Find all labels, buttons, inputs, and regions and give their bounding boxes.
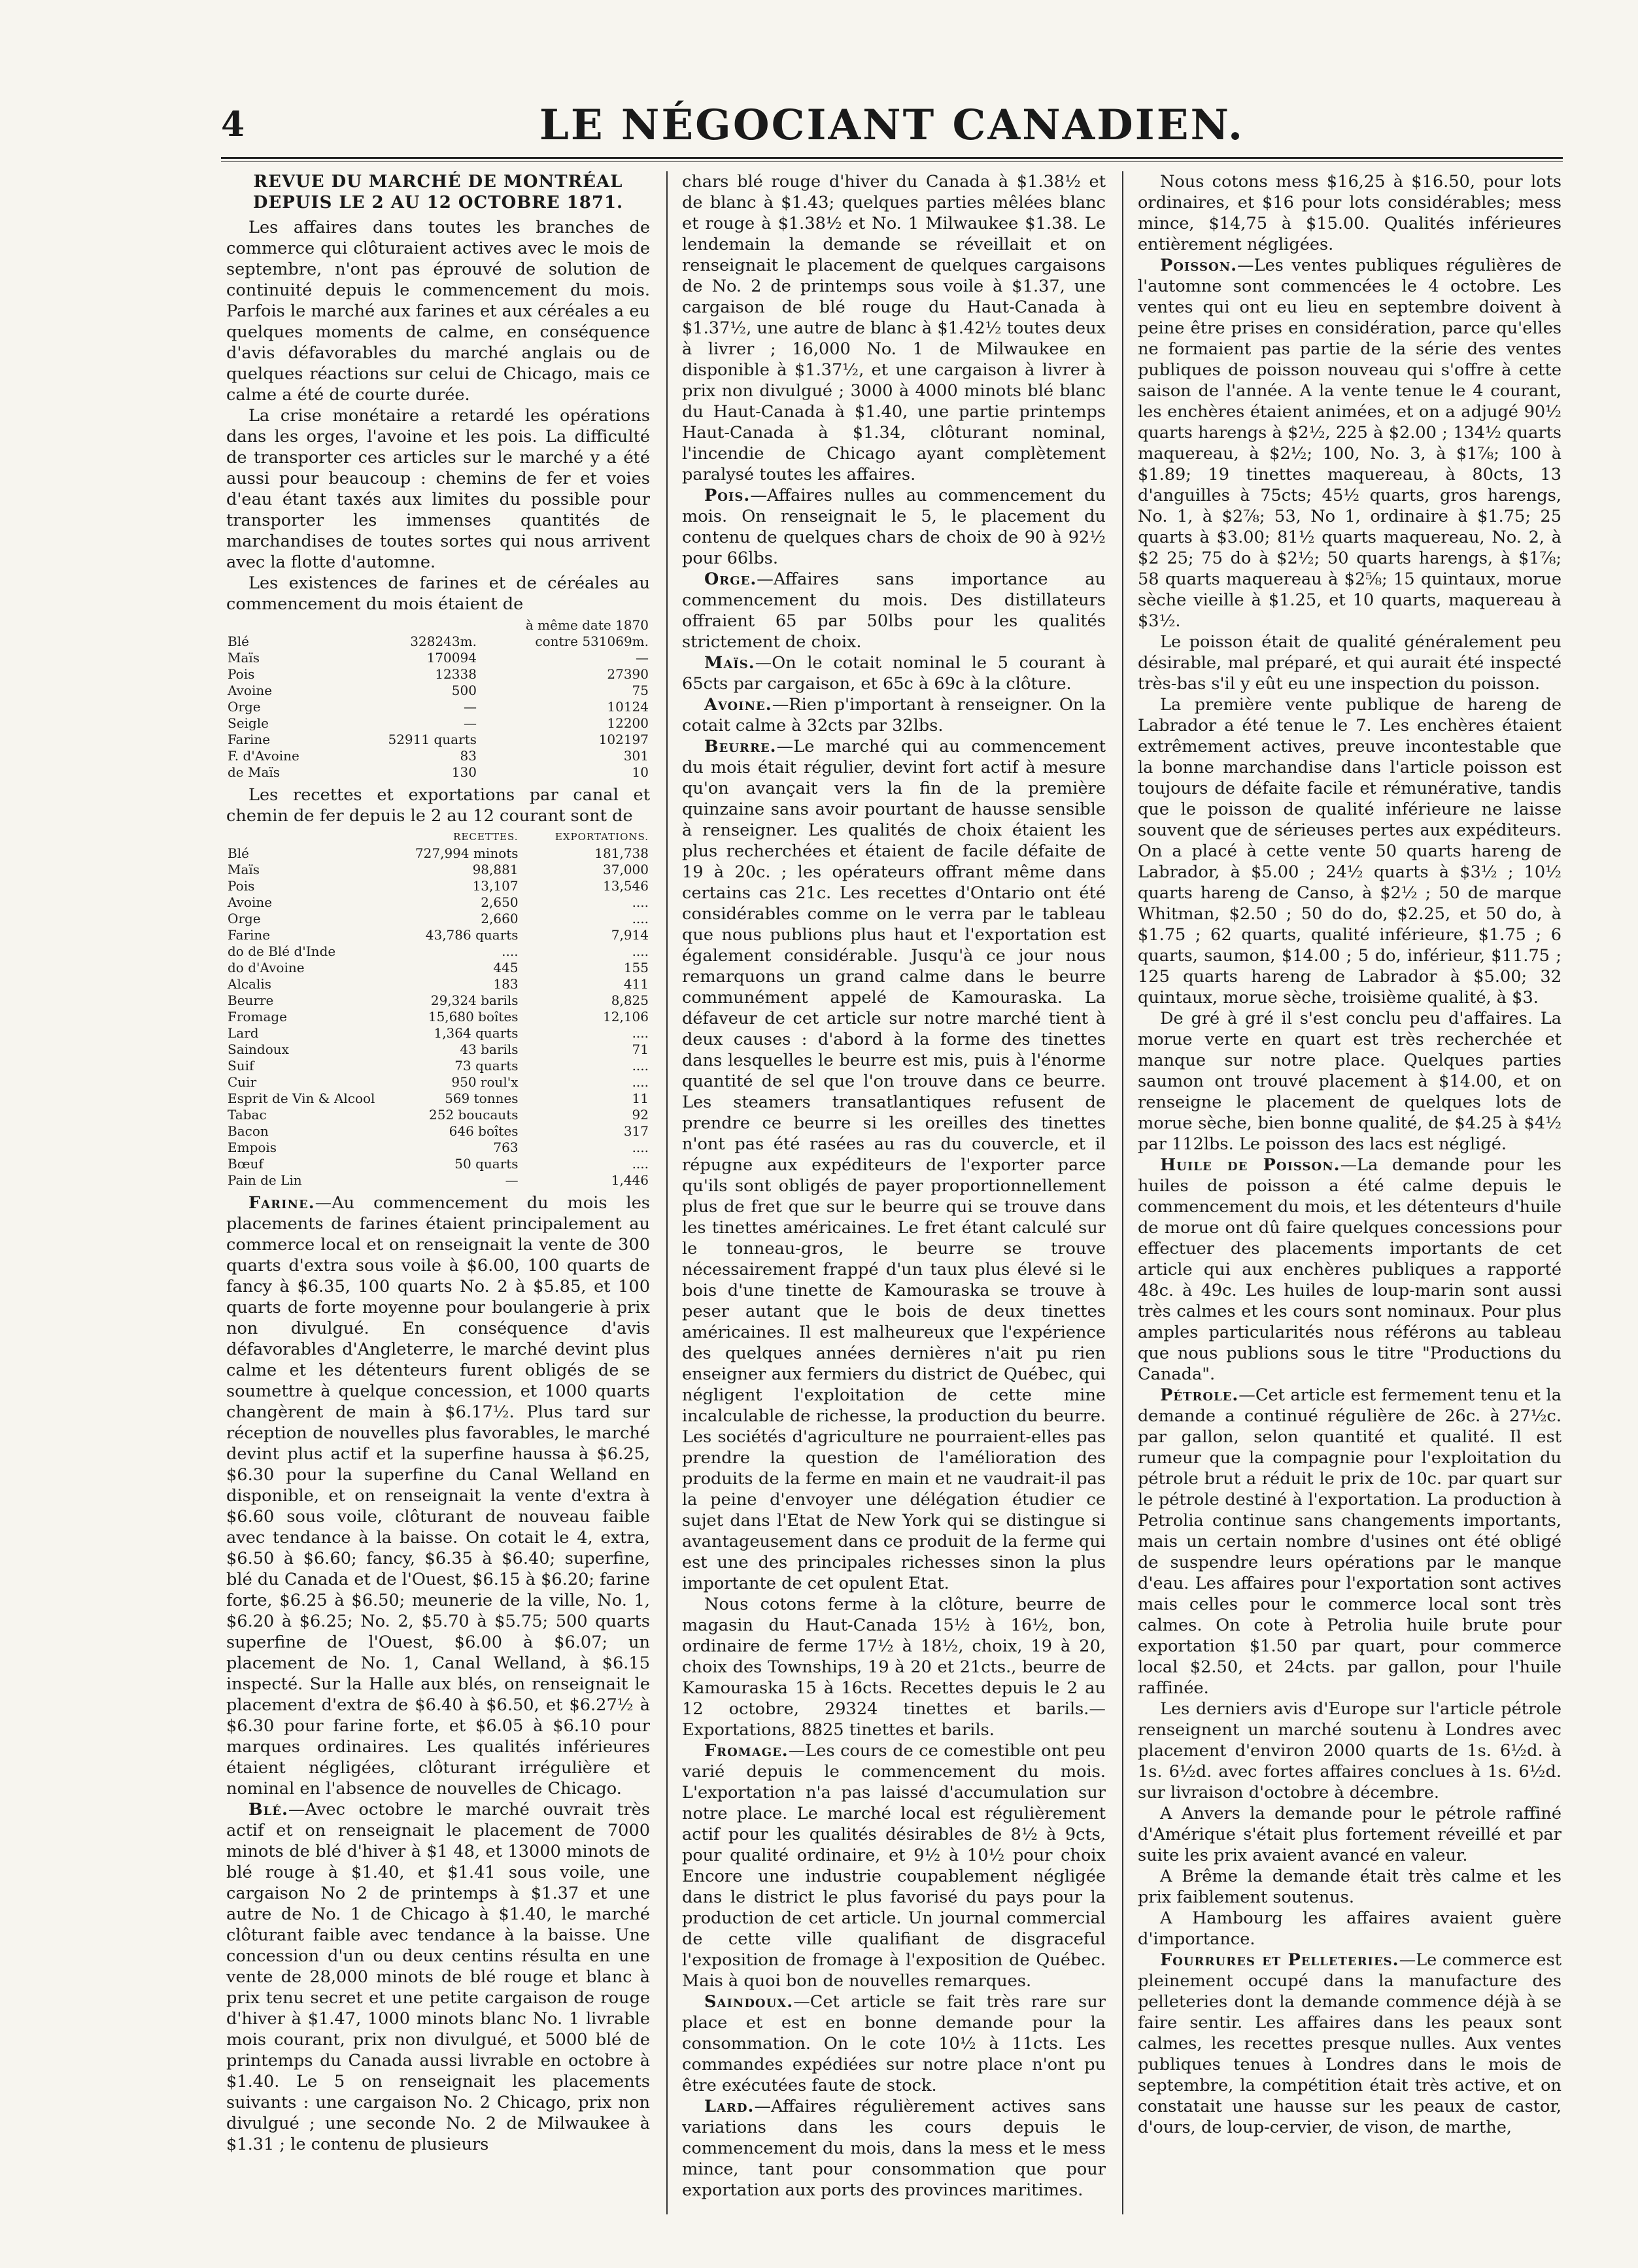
receipt-exportations: 12,106	[603, 1009, 649, 1024]
receipt-item: Avoine	[228, 894, 273, 910]
section-text: —Affaires nulles au commencement du mois. On renseignait le 5, le placement du contenu de quelques chars de choix de 90 à 92½ pour 66lbs.	[682, 486, 1106, 568]
stock-qty: 83	[460, 748, 477, 764]
article-title: REVUE DU MARCHÉ DE MONTRÉAL DEPUIS LE 2 AU 12 OCTOBRE 1871.	[252, 172, 624, 212]
receipt-recettes: 252 boucauts	[429, 1107, 519, 1123]
receipt-recettes: 98,881	[472, 862, 519, 877]
receipt-recettes: 2,650	[481, 894, 519, 910]
receipt-recettes: 29,324 barils	[430, 992, 519, 1008]
receipt-item: do d'Avoine	[228, 960, 305, 975]
receipt-item: Blé	[228, 845, 249, 861]
receipt-recettes: 445	[493, 960, 519, 975]
receipts-row	[226, 1172, 650, 1189]
section-poisson	[1138, 255, 1561, 632]
section-heading: Orge.	[704, 569, 757, 589]
stock-item: Seigle	[228, 715, 269, 731]
stocks-header: à même date 1870	[525, 617, 649, 633]
receipt-item: Bacon	[228, 1123, 269, 1139]
receipt-item: Fromage	[228, 1009, 288, 1024]
stocks-row	[226, 666, 650, 683]
stock-prev: contre 531069m.	[535, 634, 649, 649]
section-avoine	[682, 694, 1106, 736]
stock-qty: 12338	[435, 666, 477, 682]
receipts-row	[226, 992, 650, 1009]
receipt-item: do de Blé d'Inde	[228, 943, 336, 959]
receipts-col-recettes: RECETTES.	[453, 831, 519, 843]
stock-prev: 10	[632, 764, 649, 780]
section-text: —La demande pour les huiles de poisson a été calme depuis le commencement du mois, et les détenteurs d'huile de morue ont dû faire quelques concessions pour effectuer des placements importants de cet article qui aux enchères publiques a rapporté 48c. à 49c. Les huiles de loup-marin sont aussi très calmes et les cours sont nominaux. Pour plus amples particularités nous référons au tableau que nous publions sous le titre "Productions du Canada".	[1138, 1155, 1561, 1384]
receipt-exportations: ....	[632, 894, 649, 910]
receipt-exportations: ....	[632, 1156, 649, 1172]
column-separator	[666, 171, 668, 2214]
receipt-exportations: 8,825	[611, 992, 649, 1008]
section-fromage	[682, 1740, 1106, 1991]
poisson-paragraph: De gré à gré il s'est conclu peu d'affaires. La morue verte en quart est très recherchée et manque sur notre place. Quelques parties saumon ont trouvé placement à $14.00, et on renseigne le placement de quelques lots de morue sèche, bien bonne qualité, de $4.25 à $4½ par 112lbs. Le poisson des lacs est négligé.	[1138, 1009, 1561, 1154]
receipts-row	[226, 1009, 650, 1025]
poisson-paragraph: La première vente publique de hareng de Labrador a été tenue le 7. Les enchères étaient extrêmement actives, preuve incontestable que la bonne marchandise dans l'article poisson est toujours de défaite facile et rémunérative, tandis que le poisson de qualité inférieure ne laisse souvent que de sérieuses pertes aux expéditeurs. On a placé à cette vente 50 quarts hareng de Labrador, à $5.00 ; 24½ quarts à $3½ ; 10½ quarts hareng de Canso, à $2½ ; 50 de marque Whitman, $2.50 ; 50 do do, $2.25, et 50 do, à $1.75 ; 62 quarts, qualité inférieure, $1.75 ; 6 quarts, saumon, $14.00 ; 5 do, inférieur, $11.75 ; 125 quarts hareng de Labrador à $5.00; 32 quintaux, morue sèche, troisième qualité, à $3.	[1138, 695, 1561, 1007]
receipts-intro: Les recettes et exportations par canal et chemin de fer depuis le 2 au 12 courant sont de	[226, 785, 650, 826]
receipt-item: Saindoux	[228, 1041, 289, 1057]
receipts-col-exportations: EXPORTATIONS.	[555, 831, 649, 843]
page-header	[221, 92, 1563, 150]
receipts-row	[226, 927, 650, 943]
receipt-item: Esprit de Vin & Alcool	[228, 1091, 375, 1106]
petrole-paragraph: Les derniers avis d'Europe sur l'article pétrole renseignent un marché soutenu à Londres avec placement d'environ 2000 quarts de 1s. 6½d. à 1s. 6½d. avec fortes affaires conclues à 1s. 6½d. sur livraison d'octobre à décembre.	[1138, 1699, 1561, 1803]
receipt-exportations: 71	[632, 1041, 649, 1057]
receipt-recettes: ....	[502, 943, 519, 959]
receipts-row	[226, 976, 650, 992]
section-ble	[226, 1799, 650, 2155]
stock-qty: 170094	[426, 650, 477, 666]
receipt-exportations: 1,446	[611, 1172, 649, 1188]
intro-paragraph: Les affaires dans toutes les branches de commerce qui clôturaient actives avec le mois de septembre, n'ont pas éprouvé de solution de continuité depuis le commencement du mois. Parfois le marché aux farines et aux céréales a eu quelques moments de calme, en conséquence d'avis défavorables du marché anglais ou de quelques réactions sur celui de Chicago, mais ce calme a été de courte durée.	[226, 218, 650, 405]
receipt-item: Empois	[228, 1140, 277, 1155]
receipt-recettes: 1,364 quarts	[434, 1025, 519, 1041]
section-heading: Fourrures et Pelleteries.	[1160, 1950, 1399, 1970]
receipts-row	[226, 1107, 650, 1123]
lard-prices: Nous cotons mess $16,25 à $16.50, pour lots ordinaires, et $16 pour lots considérables; mess mince, $14,75 à $15.00. Qualités inférieures entièrement négligées.	[1138, 172, 1561, 254]
stock-prev: 12200	[607, 715, 649, 731]
stocks-row	[226, 683, 650, 699]
section-heading: Maïs.	[704, 653, 755, 673]
stock-prev: 27390	[607, 666, 649, 682]
masthead: LE NÉGOCIANT CANADIEN.	[539, 101, 1245, 150]
receipts-row	[226, 1041, 650, 1058]
section-text: —Le marché qui au commencement du mois était régulier, devint fort actif à mesure qu'on avançait vers la fin de la première quinzaine sans avoir pourtant de hausse sensible à renseigner. Les qualités de choix étaient les plus recherchées et étaient de facile défaite de 19 à 20c. ; les opérateurs offrant même dans certains cas 21c. Les recettes d'Ontario ont été considérables comme on le verra par le tableau que nous publions plus haut et l'exportation est également considérable. Jusqu'à ce jour nous remarquons un grand calme dans le beurre communément appelé de Kamouraska. La défaveur de cet article sur notre marché tient à deux causes : d'abord à la forme des tinettes dans lesquelles le beurre est mis, puis à l'énorme quantité de sel que l'on trouve dans ce beurre. Les steamers transatlantiques refusent de prendre ce beurre si les oreilles des tinettes n'ont pas été rasées au ras du couvercle, et il répugne aux expéditeurs de l'exporter parce qu'ils sont obligés de payer proportionnellement plus de fret que sur le beurre qui se trouve dans les tinettes américaines. Le fret étant calculé sur le tonneau-gros, le beurre se trouve nécessairement frappé d'un taux plus élevé si le bois d'une tinette de Kamouraska se trouve à peser autant que le bois de deux tinettes américaines. Il est malheureux que l'expérience des quelques années dernières n'ait pu rien enseigner aux fermiers du district de Québec, qui négligent l'exploitation de cette mine incalculable de richesse, la production du beurre. Les sociétés d'agriculture ne pourraient-elles pas prendre la question de l'amélioration des produits de la ferme en main et ne vaudrait-il pas la peine d'envoyer une délégation étudier ce sujet dans l'Etat de New York qui se distingue si avantageusement dans ce produit de la ferme qui est une des principales richesses sinon la plus importante de cet opulent Etat.	[682, 737, 1106, 1593]
receipt-recettes: 763	[493, 1140, 519, 1155]
receipt-item: Bœuf	[228, 1156, 264, 1172]
receipt-recettes: 43,786 quarts	[425, 927, 519, 943]
stock-item: F. d'Avoine	[228, 748, 299, 764]
section-lard	[682, 2096, 1106, 2201]
receipt-item: Maïs	[228, 862, 260, 877]
receipts-col-blank	[226, 829, 376, 845]
section-farine	[226, 1193, 650, 1799]
receipt-item: Lard	[228, 1025, 259, 1041]
stock-prev: 75	[632, 683, 649, 698]
section-text: —Rien p'important à renseigner. On la cotait calme à 32cts par 32lbs.	[682, 695, 1106, 736]
stocks-header-blank	[226, 617, 353, 634]
receipts-row	[226, 1058, 650, 1074]
stock-prev: 10124	[607, 699, 649, 715]
stock-qty: —	[463, 699, 477, 715]
receipt-exportations: 7,914	[611, 927, 649, 943]
receipt-exportations: 11	[632, 1091, 649, 1106]
stocks-table	[226, 617, 650, 781]
receipt-item: Pain de Lin	[228, 1172, 302, 1188]
stock-item: Orge	[228, 699, 261, 715]
header-rule-thin	[221, 161, 1563, 162]
receipt-exportations: 37,000	[603, 862, 649, 877]
receipt-item: Cuir	[228, 1074, 257, 1090]
receipt-recettes: 2,660	[481, 911, 519, 926]
section-fourrures	[1138, 1950, 1561, 2138]
section-text: —Affaires régulièrement actives sans variations dans les cours depuis le commencement du mois, dans la mess et le mess mince, tant pour consommation que pour exportation aux ports des provinces maritimes.	[682, 2097, 1106, 2200]
stocks-row	[226, 650, 650, 666]
section-text: —Au commencement du mois les placements de farines étaient principalement au commerce local et on renseignait la vente de 300 quarts d'extra sous voile à $6.00, 100 quarts de fancy à $6.35, 100 quarts No. 2 à $5.85, et 100 quarts de forte moyenne pour boulangerie à prix non divulgué. En conséquence d'avis défavorables d'Angleterre, le marché devint plus calme et les détenteurs furent obligés de se soumettre à quelque concession, et 1000 quarts changèrent de main à $6.17½. Plus tard sur réception de nouvelles plus favorables, le marché devint plus actif et la superfine haussa à $6.25, $6.30 pour la superfine du Canal Welland en disponible, et on renseignait la vente d'extra à $6.60 sous voile, clôturant de nouveau faible avec tendance à la baisse. On cotait le 4, extra, $6.50 à $6.60; fancy, $6.35 à $6.40; superfine, blé du Canada et de l'Ouest, $6.15 à $6.20; farine forte, $6.25 à $6.50; meunerie de la ville, No. 1, $6.20 à $6.25; No. 2, $5.70 à $5.75; 500 quarts superfine de l'Ouest, $6.00 à $6.07; un placement de No. 1, Canal Welland, à $6.15 inspecté. Sur la Halle aux blés, on renseignait le placement d'extra de $6.40 à $6.50, et $6.27½ à $6.30 pour farine forte, et $6.05 à $6.10 pour marques ordinaires. Les qualités inférieures étaient négligées, clôturant irrégulière et nominal en l'absence de nouvelles de Chicago.	[226, 1193, 650, 1799]
section-text: —Les cours de ce comestible ont peu varié depuis le commencement du mois. L'exportation n'a pas laissé d'accumulation sur notre place. Le marché local est régulièrement actif pour les qualités désirables de 8½ à 9cts, pour qualité ordinaire, et 9½ à 10½ pour choix Encore une industrie coupablement négligée dans le district le plus favorisé du pays pour la production de cet article. Un journal commercial de cette ville qualifiant de disgraceful l'exposition de fromage à l'exposition de Québec. Mais à quoi bon de nouvelles remarques.	[682, 1741, 1106, 1991]
receipt-exportations: 181,738	[594, 845, 649, 861]
stock-item: Avoine	[228, 683, 273, 698]
receipt-item: Suif	[228, 1058, 254, 1074]
section-pois	[682, 485, 1106, 569]
stocks-row	[226, 764, 650, 781]
section-text: —Cet article est fermement tenu et la demande a continué régulière de 26c. à 27½c. par gallon, selon quantité et qualité. Il est rumeur que la compagnie pour l'exploitation du pétrole brut a réduit le prix de 10c. par quart sur le pétrole destiné à l'exportation. La production à Petrolia continue sans changements importants, mais un certain nombre d'usines ont été obligé de suspendre leurs opérations par le manque d'eau. Les affaires pour l'exportation sont actives mais celles pour le commerce local sont très calmes. On cote à Petrolia huile brute pour exportation $1.50 par quart, pour commerce local $2.50, et 24cts. par gallon, pour l'huile raffinée.	[1138, 1385, 1561, 1698]
stocks-row	[226, 715, 650, 732]
petrole-paragraph: A Anvers la demande pour le pétrole raffiné d'Amérique s'était plus fortement réveillé et par suite les prix avaient avancé en valeur.	[1138, 1804, 1561, 1865]
receipt-recettes: 727,994 minots	[415, 845, 519, 861]
receipt-recettes: 569 tonnes	[445, 1091, 519, 1106]
stock-item: Maïs	[228, 650, 260, 666]
stock-prev: 301	[623, 748, 649, 764]
stock-item: Pois	[228, 666, 255, 682]
receipt-exportations: ....	[632, 1025, 649, 1041]
intro-paragraph: La crise monétaire a retardé les opérations dans les orges, l'avoine et les pois. La difficulté de transporter ces articles sur le marché y a été aussi pour beaucoup : chemins de fer et voies d'eau étant taxés aux limites du possible pour transporter les immenses quantités de marchandises de toutes sortes qui nous arrivent avec la flotte d'automne.	[226, 406, 650, 572]
receipt-item: Tabac	[228, 1107, 267, 1123]
receipt-exportations: 155	[623, 960, 649, 975]
intro-paragraph: Les existences de farines et de céréales au commencement du mois étaient de	[226, 573, 650, 614]
receipts-row	[226, 911, 650, 927]
stock-item: de Maïs	[228, 764, 281, 780]
receipt-exportations: 317	[623, 1123, 649, 1139]
receipts-row	[226, 1140, 650, 1156]
receipts-row	[226, 1091, 650, 1107]
stock-prev: 102197	[598, 732, 649, 747]
section-saindoux	[682, 1991, 1106, 2096]
column-separator	[1122, 171, 1123, 2214]
receipt-exportations: ....	[632, 1058, 649, 1074]
section-text: —Affaires sans importance au commencement du mois. Des distillateurs offraient 65 par 50lbs pour les qualités strictement de choix.	[682, 569, 1106, 652]
poisson-paragraph: Le poisson était de qualité généralement peu désirable, mal préparé, et qui aurait été inspecté très-bas s'il y eût eu une inspection du poisson.	[1138, 632, 1561, 694]
receipts-table	[226, 829, 650, 1189]
receipts-row	[226, 878, 650, 894]
receipt-exportations: ....	[632, 911, 649, 926]
receipt-item: Farine	[228, 927, 271, 943]
petrole-paragraph: A Hambourg les affaires avaient guère d'importance.	[1138, 1908, 1561, 1949]
section-text: —Les ventes publiques régulières de l'automne sont commencées le 4 octobre. Les ventes qui ont eu lieu en septembre doivent à peine être prises en considération, parce qu'elles ne formaient pas partie de la série des ventes publiques de poisson nouveau qui s'offre à cette saison de l'année. A la vente tenue le 4 courant, les enchères étaient animées, et on a adjugé 90½ quarts harengs à $2½, 225 à $2.00 ; 134½ quarts maquereau, à $2½; 100, No. 3, à $1⅞; 100 à $1.89; 19 tinettes maquereau, à 80cts, 13 d'anguilles à 75cts; 45½ quarts, gros harengs, No. 1, à $2⅞; 53, No 1, ordinaire à $1.75; 25 quarts à $3.00; 81½ quarts maquereau, No. 2, à $2 25; 75 do à $2½; 50 quarts harengs, à $1⅞; 58 quarts maquereau à $2⅝; 15 quintaux, morue sèche vieille à $1.25, et 10 quarts, maquereau à $3½.	[1138, 256, 1561, 631]
receipt-recettes: 15,680 boîtes	[428, 1009, 519, 1024]
receipt-recettes: 50 quarts	[454, 1156, 519, 1172]
receipts-row	[226, 1025, 650, 1041]
ble-continued: chars blé rouge d'hiver du Canada à $1.38½ et de blanc à $1.43; quelques parties mêlées blanc et rouge à $1.38½ et No. 1 Milwaukee $1.38. Le lendemain la demande se réveillait et on renseignait le placement de quelques cargaisons de No. 2 de printemps sous voile à $1.37, une cargaison de blé rouge du Haut-Canada à $1.37½, une autre de blanc à $1.42½ toutes deux à livrer ; 16,000 No. 1 de Milwaukee en disponible à $1.37½, et une cargaison à livrer à prix non divulgué ; 3000 à 4000 minots blé blanc du Haut-Canada à $1.40, une partie printemps Haut-Canada à $1.34, clôturant nominal, l'incendie de Chicago ayant complètement paralysé toutes les affaires.	[682, 172, 1106, 484]
column-1	[226, 171, 650, 2218]
section-heading: Beurre.	[704, 737, 777, 756]
section-text: —Le commerce est pleinement occupé dans la manufacture des pelleteries dont la demande commence déjà à se faire sentir. Les affaires dans les peaux sont calmes, les recettes presque nulles. Aux ventes publiques tenues à Londres dans le mois de septembre, la compétition était très active, et on constatait une hausse sur les peaux de castor, d'ours, de loup-cervier, de vison, de marthe,	[1138, 1950, 1561, 2137]
stocks-row	[226, 732, 650, 748]
section-heading: Huile de Poisson.	[1160, 1155, 1340, 1175]
column-2	[682, 171, 1106, 2218]
section-heading: Blé.	[248, 1800, 288, 1819]
stock-qty: 500	[451, 683, 477, 698]
receipt-recettes: 950 roul'x	[451, 1074, 519, 1090]
receipts-row	[226, 1123, 650, 1140]
receipt-item: Alcalis	[228, 976, 272, 992]
receipt-item: Beurre	[228, 992, 274, 1008]
receipt-exportations: ....	[632, 943, 649, 959]
receipt-exportations: 13,546	[603, 878, 649, 894]
section-text: —Cet article se fait très rare sur place et est en bonne demande pour la consommation. On le cote 10½ à 11cts. Les commandes expédiées sur notre place n'ont pu être exécutées faute de stock.	[682, 1992, 1106, 2095]
receipt-item: Pois	[228, 878, 255, 894]
stocks-header-row	[226, 617, 650, 634]
section-text: —Avec octobre le marché ouvrait très actif et on renseignait le placement de 7000 minots de blé d'hiver à $1 48, et 13000 minots de blé rouge à $1.40, et $1.41 sous voile, une cargaison No 2 de printemps à $1.37 et une autre de No. 1 de Chicago à $1.40, le marché clôturant faible avec tendance à la baisse. Une concession d'un ou deux centins résulta en une vente de 28,000 minots de blé rouge et blanc à prix tenu secret et une petite cargaison de rouge d'hiver à $1.47, 1000 minots blanc No. 1 livrable mois courant, prix non divulgué, et 5000 blé de printemps du Canada aussi livrable en octobre à $1.40. Le 5 on renseignait les placements suivants : une cargaison No. 2 Chicago, prix non divulgué ; une seconde No. 2 de Milwaukee à $1.31 ; le contenu de plusieurs	[226, 1800, 650, 2154]
page-number: 4	[221, 105, 245, 144]
stock-prev: —	[636, 650, 649, 666]
section-beurre	[682, 736, 1106, 1594]
receipt-item: Orge	[228, 911, 261, 926]
section-heading: Fromage.	[704, 1741, 789, 1761]
receipts-row	[226, 960, 650, 976]
section-mais	[682, 652, 1106, 694]
receipt-recettes: —	[505, 1172, 519, 1188]
stock-item: Farine	[228, 732, 271, 747]
section-heading: Lard.	[704, 2097, 755, 2116]
section-heading: Pétrole.	[1160, 1385, 1239, 1405]
section-petrole	[1138, 1385, 1561, 1699]
receipts-row	[226, 1074, 650, 1091]
receipt-exportations: 411	[623, 976, 649, 992]
receipts-row	[226, 1156, 650, 1172]
receipt-recettes: 183	[493, 976, 519, 992]
receipts-row	[226, 943, 650, 960]
receipt-exportations: ....	[632, 1140, 649, 1155]
receipt-recettes: 646 boîtes	[449, 1123, 519, 1139]
section-heading: Saindoux.	[704, 1992, 794, 2012]
section-huile	[1138, 1155, 1561, 1385]
receipt-recettes: 73 quarts	[454, 1058, 519, 1074]
receipt-recettes: 43 barils	[460, 1041, 519, 1057]
stock-item: Blé	[228, 634, 249, 649]
stock-qty: 52911 quarts	[388, 732, 477, 747]
section-text: —On le cotait nominal le 5 courant à 65cts par cargaison, et 65c à 69c à la clôture.	[682, 653, 1106, 694]
receipt-exportations: ....	[632, 1074, 649, 1090]
section-heading: Poisson.	[1160, 256, 1237, 275]
column-3	[1138, 171, 1561, 2218]
section-heading: Avoine.	[704, 695, 772, 715]
stock-qty: 328243m.	[410, 634, 477, 649]
receipts-row	[226, 845, 650, 862]
stocks-row	[226, 699, 650, 715]
section-orge	[682, 569, 1106, 652]
header-rule	[221, 157, 1563, 159]
receipts-row	[226, 894, 650, 911]
receipts-row	[226, 862, 650, 878]
section-heading: Pois.	[704, 486, 751, 505]
beurre-prices: Nous cotons ferme à la clôture, beurre de magasin du Haut-Canada 15½ à 16½, bon, ordinaire de ferme 17½ à 18½, choix, 19 à 20, choix des Townships, 19 à 20 et 21cts., beurre de Kamouraska 15 à 16cts. Recettes depuis le 2 au 12 octobre, 29324 tinettes et barils.—Exportations, 8825 tinettes et barils.	[682, 1595, 1106, 1740]
receipt-exportations: 92	[632, 1107, 649, 1123]
stock-qty: 130	[451, 764, 477, 780]
petrole-paragraph: A Brême la demande était très calme et les prix faiblement soutenus.	[1138, 1867, 1561, 1907]
receipt-recettes: 13,107	[472, 878, 519, 894]
stocks-row	[226, 748, 650, 764]
stocks-row	[226, 634, 650, 650]
section-heading: Farine.	[248, 1193, 315, 1213]
stocks-header-blank	[353, 617, 478, 634]
stock-qty: —	[463, 715, 477, 731]
